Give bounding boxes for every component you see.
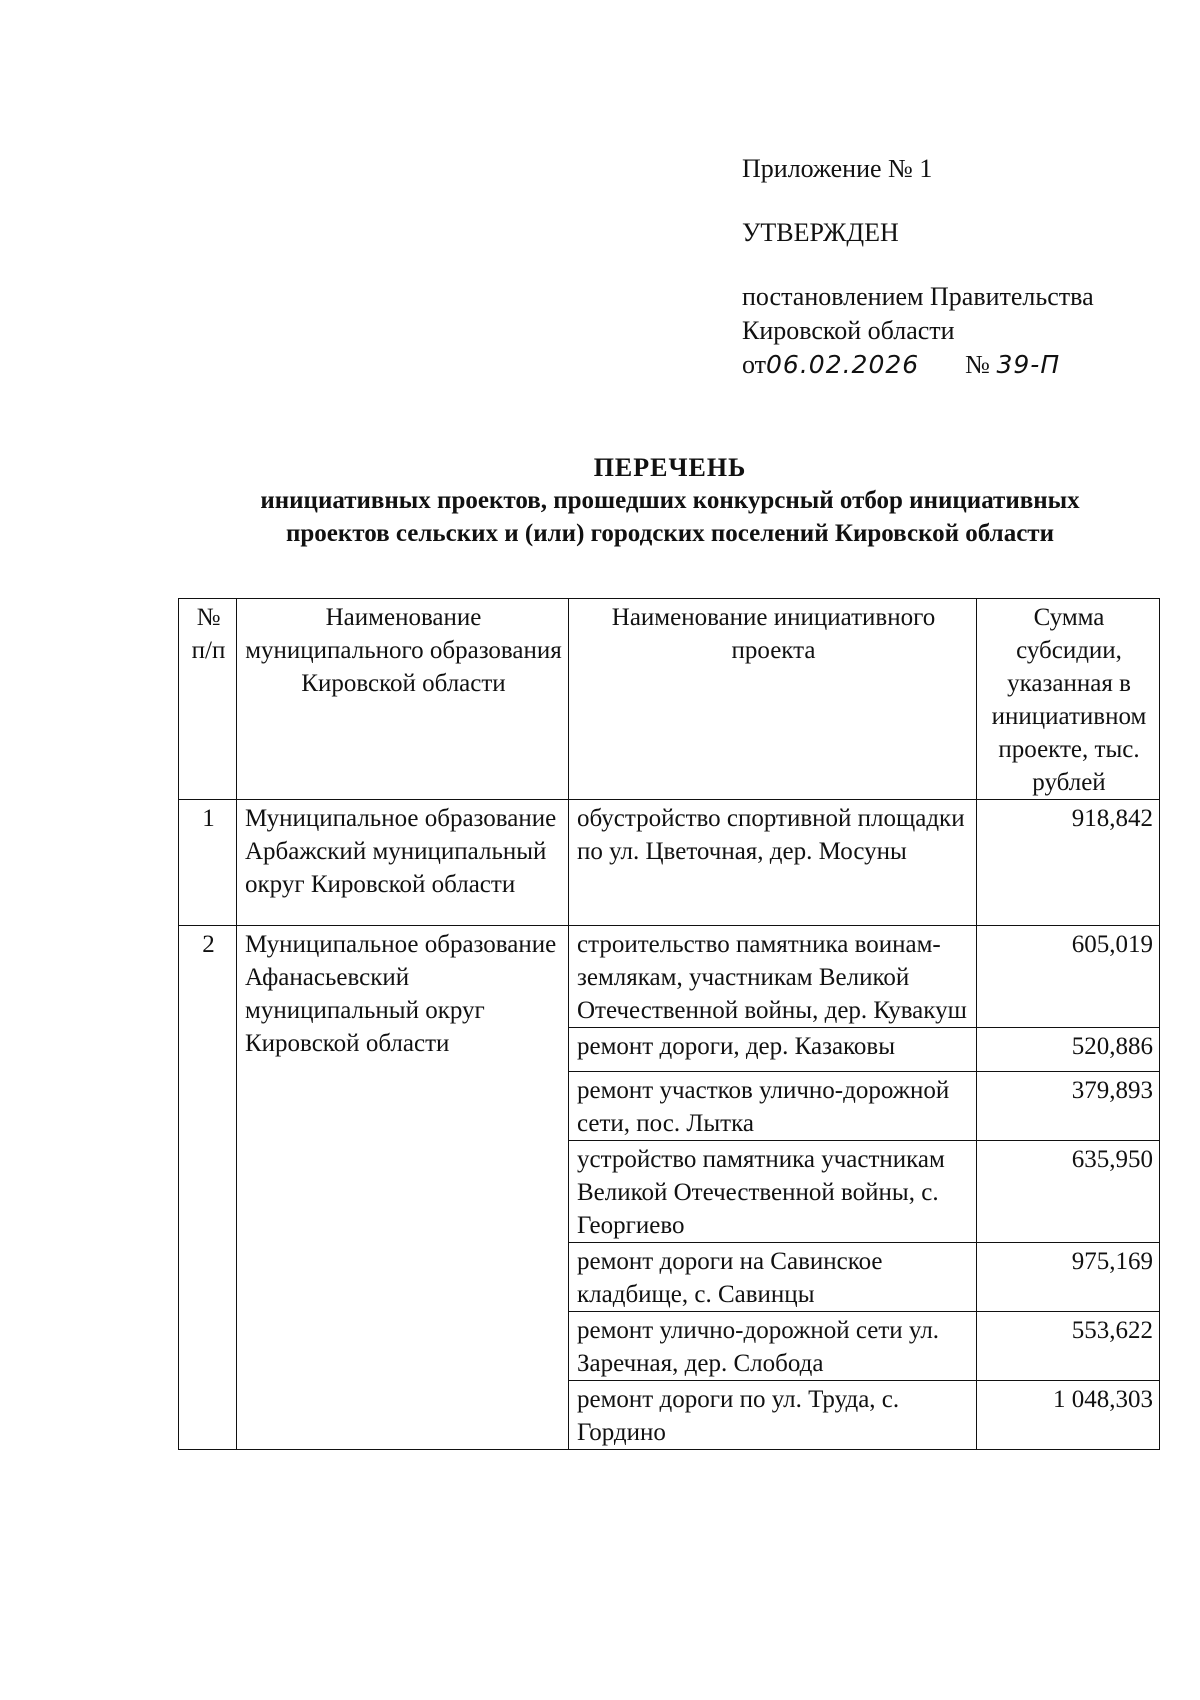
project-cell: ремонт дороги по ул. Труда, с. Гордино	[569, 1381, 977, 1450]
sum-cell: 553,622	[977, 1312, 1160, 1381]
sum-cell: 918,842	[977, 800, 1160, 926]
row-num: 1	[179, 800, 237, 926]
project-cell: обустройство спортивной площадки по ул. Цветочная, дер. Мосуны	[569, 800, 977, 926]
sum-cell: 520,886	[977, 1028, 1160, 1072]
decree-date: 06.02.2026	[766, 350, 920, 379]
title-line2: проектов сельских и (или) городских поселений Кировской области	[285, 520, 1054, 547]
appendix-block	[742, 152, 1094, 382]
decree-number: 39-П	[996, 350, 1061, 379]
sum-cell: 379,893	[977, 1072, 1160, 1141]
title-main: ПЕРЕЧЕНЬ	[593, 453, 747, 482]
table-row	[179, 926, 1160, 1028]
header-num: № п/п	[179, 599, 237, 800]
approved-label: УТВЕРЖДЕН	[742, 218, 899, 247]
header-sum: Сумма субсидии, указанная в инициативном проекте, тыс. рублей	[977, 599, 1160, 800]
num-prefix: №	[965, 350, 990, 379]
date-prefix: от	[742, 350, 767, 379]
document-title	[120, 452, 1200, 550]
municipality-cell: Муниципальное образование Арбажский муниципальный округ Кировской области	[237, 800, 569, 926]
project-cell: ремонт улично-дорожной сети ул. Заречная, дер. Слобода	[569, 1312, 977, 1381]
project-cell: устройство памятника участникам Великой Отечественной войны, с. Георгиево	[569, 1141, 977, 1243]
table-row	[179, 800, 1160, 926]
sum-cell: 975,169	[977, 1243, 1160, 1312]
header-project: Наименование инициативного проекта	[569, 599, 977, 800]
project-cell: ремонт дороги, дер. Казаковы	[569, 1028, 977, 1072]
sum-cell: 635,950	[977, 1141, 1160, 1243]
project-cell: строительство памятника воинам-землякам, участникам Великой Отечественной войны, дер. Кувакуш	[569, 926, 977, 1028]
project-cell: ремонт участков улично-дорожной сети, пос. Лытка	[569, 1072, 977, 1141]
table-header-row	[179, 599, 1160, 800]
header-municipality: Наименование муниципального образования Кировской области	[237, 599, 569, 800]
sum-cell: 605,019	[977, 926, 1160, 1028]
row-num: 2	[179, 926, 237, 1450]
approved-by-line1: постановлением Правительства	[742, 282, 1094, 311]
appendix-number: Приложение № 1	[742, 154, 933, 183]
project-cell: ремонт дороги на Савинское кладбище, с. Савинцы	[569, 1243, 977, 1312]
municipality-cell: Муниципальное образование Афанасьевский муниципальный округ Кировской области	[237, 926, 569, 1450]
decree-date-line	[742, 348, 1094, 382]
projects-table	[178, 598, 1160, 1450]
approved-by-line2: Кировской области	[742, 316, 955, 345]
sum-cell: 1 048,303	[977, 1381, 1160, 1450]
title-line1: инициативных проектов, прошедших конкурсный отбор инициативных	[260, 487, 1080, 514]
